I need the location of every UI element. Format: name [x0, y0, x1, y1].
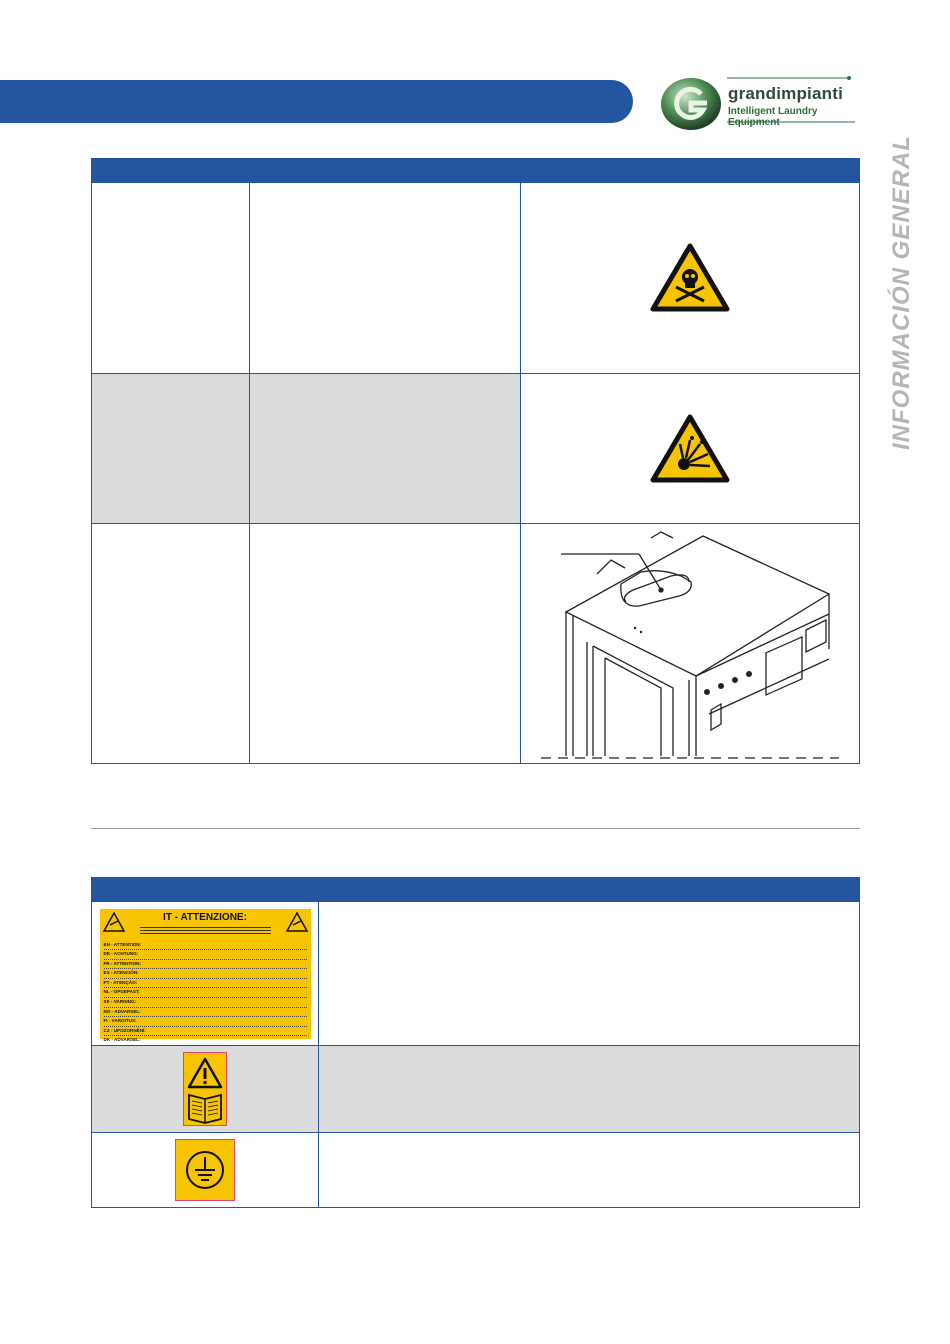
label-title: IT - ATTENZIONE: — [163, 911, 247, 923]
label-lang-line: PT - ATENÇÃO: — [104, 979, 307, 989]
label-lang-line: DE - ACHTUNG: — [104, 950, 307, 960]
label-lang-line: SE - VARNING: — [104, 998, 307, 1008]
table-row — [92, 374, 860, 524]
label-language-list — [104, 941, 307, 1047]
table-row — [92, 902, 860, 1046]
table-row — [92, 1133, 860, 1208]
ground-symbol-icon — [175, 1139, 235, 1201]
label-lang-line: CZ - UPOZORNĚNÍ: — [104, 1027, 307, 1037]
table-row — [92, 183, 860, 374]
section-tab — [868, 135, 915, 460]
table-header — [92, 159, 860, 183]
label-lang-line: DK - ADVARSEL: — [104, 1036, 307, 1046]
table-row — [92, 524, 860, 764]
label-lang-line: FR - ATTENTION: — [104, 960, 307, 970]
read-manual-warning-icon — [183, 1052, 227, 1126]
label-lang-line: NO - ADVARSEL: — [104, 1008, 307, 1018]
label-lang-line: FI - VAROITUS: — [104, 1017, 307, 1027]
label-intro-lines — [140, 925, 271, 937]
brand-name: grandimpianti — [728, 84, 843, 103]
brand-tagline: Intelligent Laundry Equipment — [728, 106, 818, 128]
toxic-warning-icon — [650, 243, 730, 313]
label-lang-line: ES - ATENCIÓN: — [104, 969, 307, 979]
explosive-warning-icon — [650, 414, 730, 484]
section-divider — [91, 828, 860, 829]
machine-top-drawing — [521, 524, 859, 762]
label-lang-line: NL - OPGEPAST: — [104, 988, 307, 998]
multilingual-attention-label — [100, 909, 311, 1043]
table-header — [92, 878, 860, 902]
section-tab-label: INFORMACIÓN GENERAL — [888, 135, 915, 450]
warnings-table — [91, 158, 860, 764]
label-lang-line: EN - ATTENTION: — [104, 941, 307, 951]
brand-logo — [655, 70, 865, 132]
header-bar — [0, 80, 633, 123]
labels-table — [91, 877, 860, 1208]
table-row — [92, 1046, 860, 1133]
